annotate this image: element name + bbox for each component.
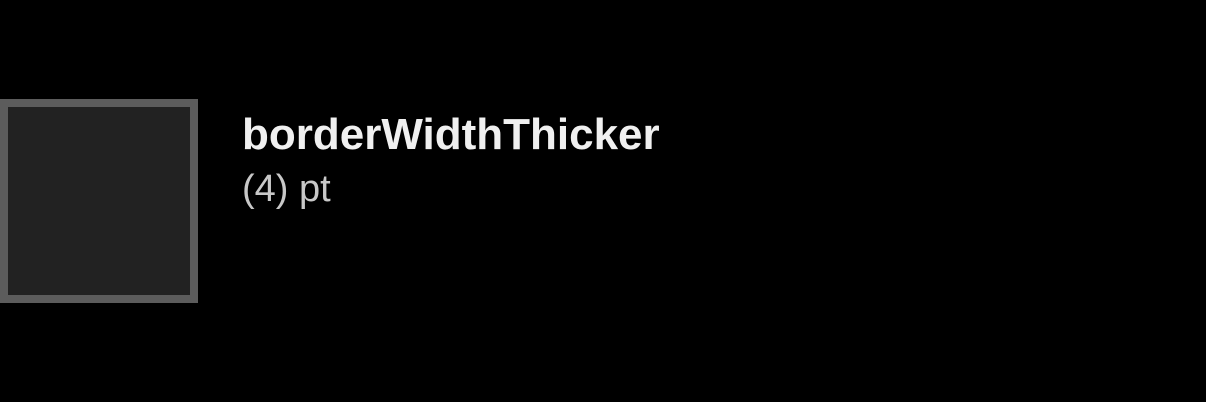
- token-row: [0, 99, 1206, 303]
- token-name: borderWidthThicker: [242, 110, 660, 159]
- border-width-swatch: [0, 99, 198, 303]
- token-value: (4) pt: [242, 168, 331, 210]
